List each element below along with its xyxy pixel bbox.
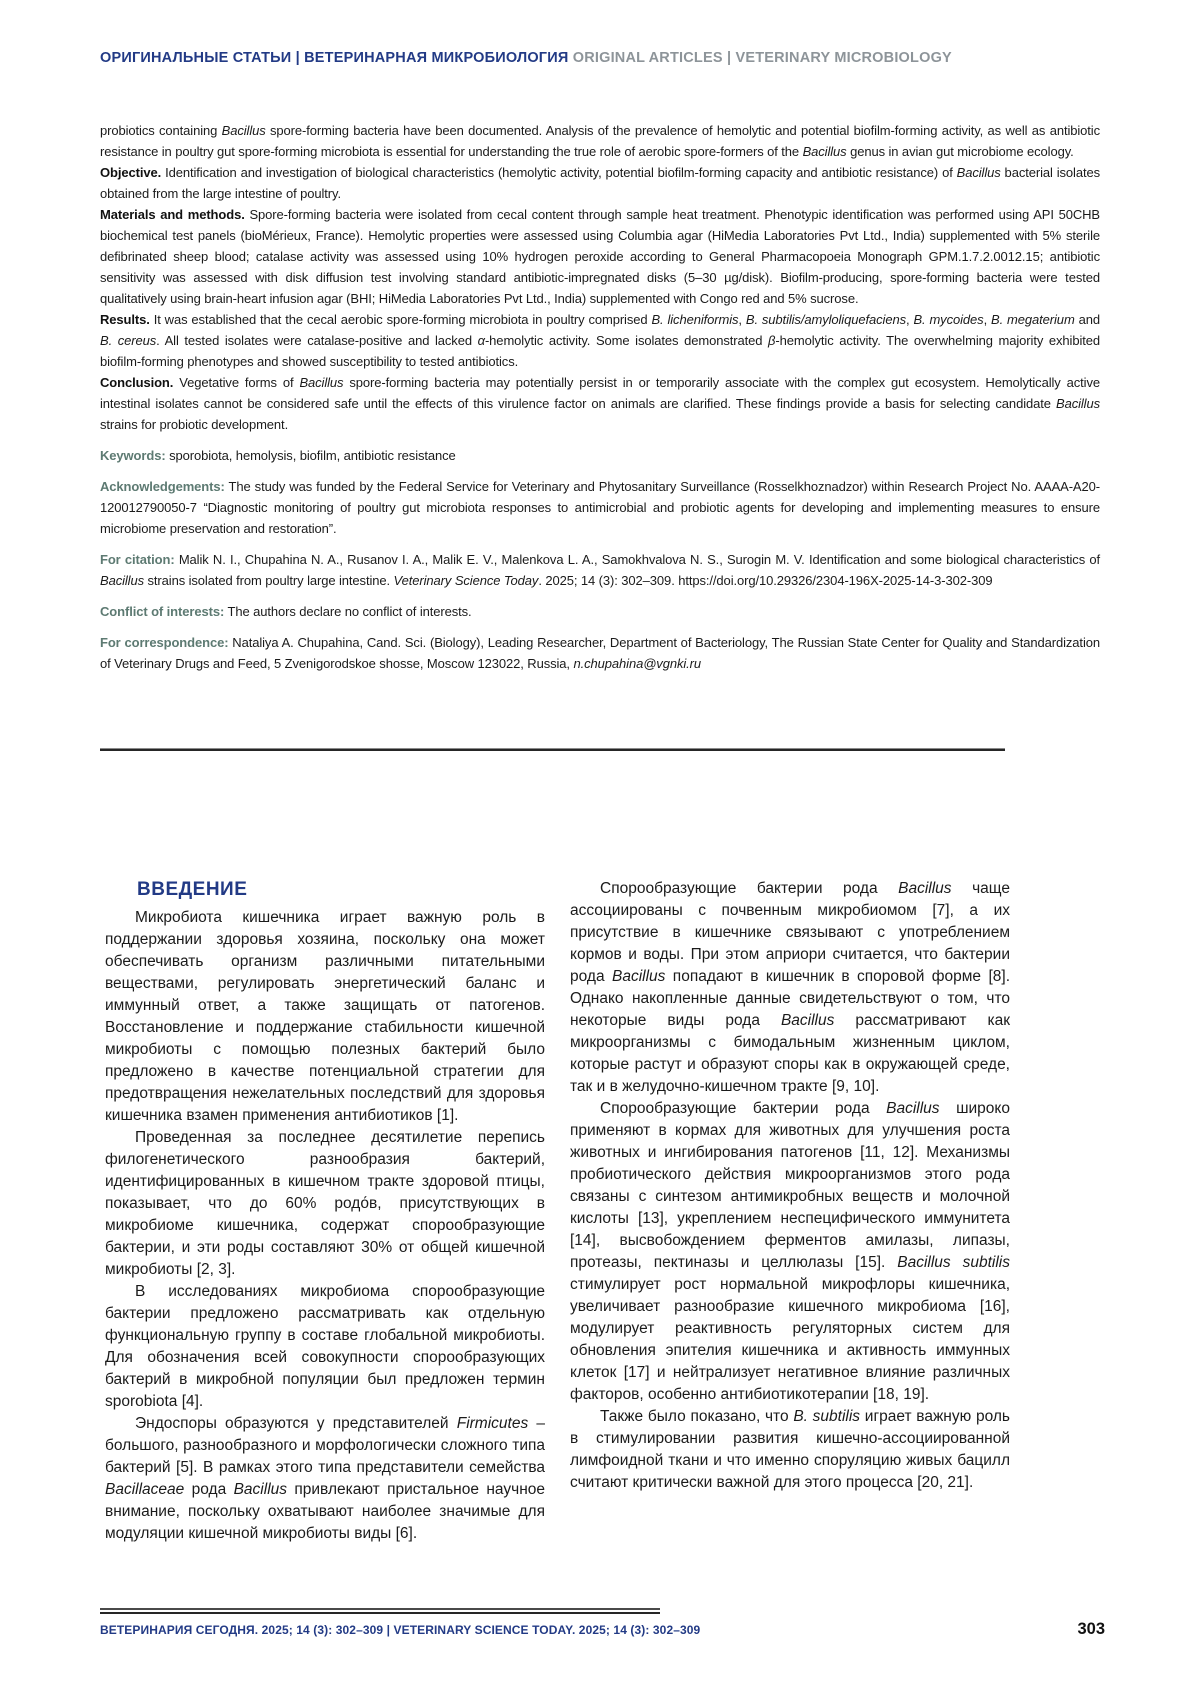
header-ru-text: ОРИГИНАЛЬНЫЕ СТАТЬИ | ВЕТЕРИНАРНАЯ МИКРОБИОЛОГИЯ [100, 50, 569, 66]
conflict-text: The authors declare no conflict of interests. [227, 604, 472, 619]
intro-paragraph: Проведенная за последнее десятилетие перепись филогенетического разнообразия бактерий, идентифицированных в кишечном тракте здоровой птицы, показывает, что до 60% родо́в, присутствующих в микробиоме кишечника, содержат спорообразующие бактерии, и эти роды составляют 30% от общей кишечной микробиоты [2, 3]. [105, 1129, 545, 1278]
abstract-results-paragraph [100, 309, 1100, 372]
intro-paragraph: В исследованиях микробиома спорообразующие бактерии предложено рассматривать как отдельную функциональную группу в составе глобальной микробиоты. Для обозначения всей совокупности спорообразующих бактерий в микробной популяции был предложен термин sporobiota [4]. [105, 1283, 545, 1410]
acknowledgements-label: Acknowledgements: [100, 479, 225, 494]
methods-label: Materials and methods. [100, 207, 245, 222]
footer-rule [100, 1608, 660, 1614]
footer-journal-line: ВЕТЕРИНАРИЯ СЕГОДНЯ. 2025; 14 (3): 302–309 | VETERINARY SCIENCE TODAY. 2025; 14 (3): 302–309 [100, 1623, 701, 1637]
citation-text: Malik N. I., Chupahina N. A., Rusanov I. A., Malik E. V., Malenkova L. A., Samokhvalova N. S., Surogin M. V. Identification and some biological characteristics of Bacillus strains isolated from poultry large intestine. Veterinary Science Today. 2025; 14 (3): 302–309. https://doi.org/10.29326/2304-196X-2025-14-3-302-309 [100, 552, 1101, 588]
acknowledgements-row [100, 476, 1100, 539]
running-header [100, 50, 1100, 66]
objective-text: Identification and investigation of biological characteristics (hemolytic activity, potential biofilm-forming capacity and antibiotic resistance) of Bacillus bacterial isolates obtained from the large intestine of poultry. [100, 165, 1100, 201]
intro-paragraph: Спорообразующие бактерии рода Bacillus широко применяют в кормах для животных для улучшения роста животных и ингибирования патогенов [11, 12]. Механизмы пробиотического действия микроорганизмов этого рода связаны с синтезом антимикробных веществ и молочной кислоты [13], укреплением неспецифического иммунитета [14], высвобождением ферментов амилазы, липазы, протеазы, пектиназы и целлюлазы [15]. Bacillus subtilis стимулирует рост нормальной микрофлоры кишечника, увеличивает разнообразие кишечного микробиома [16], модулирует реактивность регуляторных систем для обновления эпителия кишечника и активность иммунных клеток [17] и нейтрализует негативное влияние различных факторов, особенно антибиотикотерапии [18, 19]. [570, 1100, 1010, 1403]
divider-rule [100, 748, 1005, 751]
intro-paragraph: Эндоспоры образуются у представителей Firmicutes – большого, разнообразного и морфологически сложного типа бактерий [5]. В рамках этого типа представители семейства Bacillaceae рода Bacillus привлекают пристальное научное внимание, поскольку охватывают наиболее значимые для модуляции кишечной микробиоты виды [6]. [105, 1415, 545, 1542]
left-column [105, 878, 545, 1545]
methods-text: Spore-forming bacteria were isolated from cecal content through sample heat treatment. Phenotypic identification was performed using API 50CHB biochemical test panels (bioMérieux, France). Hemolytic properties were assessed using Columbia agar (HiMedia Laboratories Pvt Ltd., India) supplemented with 5% sterile defibrinated sheep blood; catalase activity was assessed using 10% hydrogen peroxide according to General Pharmacopoeia Monograph GPM.1.7.2.0012.15; antibiotic sensitivity was assessed with disk diffusion test involving standard antibiotic-impregnated disks (5–30 µg/disk). Biofilm-producing, spore-forming bacteria were tested qualitatively using brain-heart infusion agar (BHI; HiMedia Laboratories Pvt Ltd., India) supplemented with Congo red and 5% sucrose. [100, 207, 1100, 306]
abstract-conclusion-paragraph [100, 372, 1100, 435]
citation-row [100, 549, 1100, 591]
page-number: 303 [1077, 1620, 1105, 1638]
right-column [570, 878, 1010, 1545]
page-footer [100, 1620, 1105, 1639]
correspondence-label: For correspondence: [100, 635, 229, 650]
intro-paragraph: Спорообразующие бактерии рода Bacillus чаще ассоциированы с почвенным микробиомом [7], а их присутствие в кишечнике связывают с употреблением кормов и воды. При этом априори считается, что бактерии рода Bacillus попадают в кишечник в споровой форме [8]. Однако накопленные данные свидетельствуют о том, что некоторые виды рода Bacillus рассматривают как микроорганизмы с бимодальным жизненным циклом, которые растут и образуют споры как в окружающей среде, так и в желудочно-кишечном тракте [9, 10]. [570, 880, 1011, 1095]
keywords-label: Keywords: [100, 448, 166, 463]
conclusion-text: Vegetative forms of Bacillus spore-forming bacteria may potentially persist in or temporarily associate with the complex gut ecosystem. Hemolytically active intestinal isolates cannot be considered safe until the effects of this virulence factor on animals are clarified. These findings provide a basis for selecting candidate Bacillus strains for probiotic development. [100, 375, 1100, 432]
introduction-section [105, 878, 1010, 1545]
acknowledgements-text: The study was funded by the Federal Service for Veterinary and Phytosanitary Surveillance (Rosselkhoznadzor) within Research Project No. AAAA-A20-120012790050-7 “Diagnostic monitoring of poultry gut microbiota responses to antimicrobial and probiotic agents for developing and implementing measures to ensure microbiome preservation and restoration”. [100, 479, 1100, 536]
intro-heading: ВВЕДЕНИЕ [137, 879, 248, 900]
results-label: Results. [100, 312, 150, 327]
correspondence-text: Nataliya A. Chupahina, Cand. Sci. (Biology), Leading Researcher, Department of Bacteriology, The Russian State Center for Quality and Standardization of Veterinary Drugs and Feed, 5 Zvenigorodskoe shosse, Moscow 123022, Russia, n.chupahina@vgnki.ru [100, 635, 1100, 671]
objective-label: Objective. [100, 165, 162, 180]
conclusion-label: Conclusion. [100, 375, 174, 390]
conflict-label: Conflict of interests: [100, 604, 225, 619]
correspondence-row [100, 632, 1100, 674]
header-en-text: ORIGINAL ARTICLES | VETERINARY MICROBIOLOGY [572, 50, 952, 66]
keywords-row [100, 445, 1100, 466]
abstract-lead-paragraph: probiotics containing Bacillus spore-forming bacteria have been documented. Analysis of the prevalence of hemolytic and potential biofilm-forming activity, as well as antibiotic resistance in poultry gut spore-forming microbiota is essential for understanding the true role of aerobic spore-formers of the Bacillus genus in avian gut microbiome ecology. [100, 123, 1101, 159]
abstract-methods-paragraph [100, 204, 1100, 309]
citation-label: For citation: [100, 552, 175, 567]
abstract-block [100, 120, 1100, 674]
conflict-row [100, 601, 1100, 622]
abstract-objective-paragraph [100, 162, 1100, 204]
results-text: It was established that the cecal aerobic spore-forming microbiota in poultry comprised B. licheniformis, B. subtilis/amyloliquefaciens, B. mycoides, B. megaterium and B. cereus. All tested isolates were catalase-positive and lacked α-hemolytic activity. Some isolates demonstrated β-hemolytic activity. The overwhelming majority exhibited biofilm-forming phenotypes and showed susceptibility to tested antibiotics. [100, 312, 1101, 369]
keywords-text: sporobiota, hemolysis, biofilm, antibiotic resistance [169, 448, 456, 463]
intro-paragraph: Также было показано, что B. subtilis играет важную роль в стимулировании развития кишечно-ассоциированной лимфоидной ткани и что именно споруляцию живых бацилл считают критически важной для этого процесса [20, 21]. [570, 1408, 1010, 1491]
intro-paragraph: Микробиота кишечника играет важную роль в поддержании здоровья хозяина, поскольку она может обеспечивать организм различными питательными веществами, регулировать энергетический баланс и иммунный ответ, а также защищать от патогенов. Восстановление и поддержание стабильности кишечной микробиоты с помощью полезных бактерий было предложено в качестве потенциальной стратегии для предотвращения нежелательных последствий для здоровья кишечника взамен применения антибиотиков [1]. [105, 909, 545, 1124]
